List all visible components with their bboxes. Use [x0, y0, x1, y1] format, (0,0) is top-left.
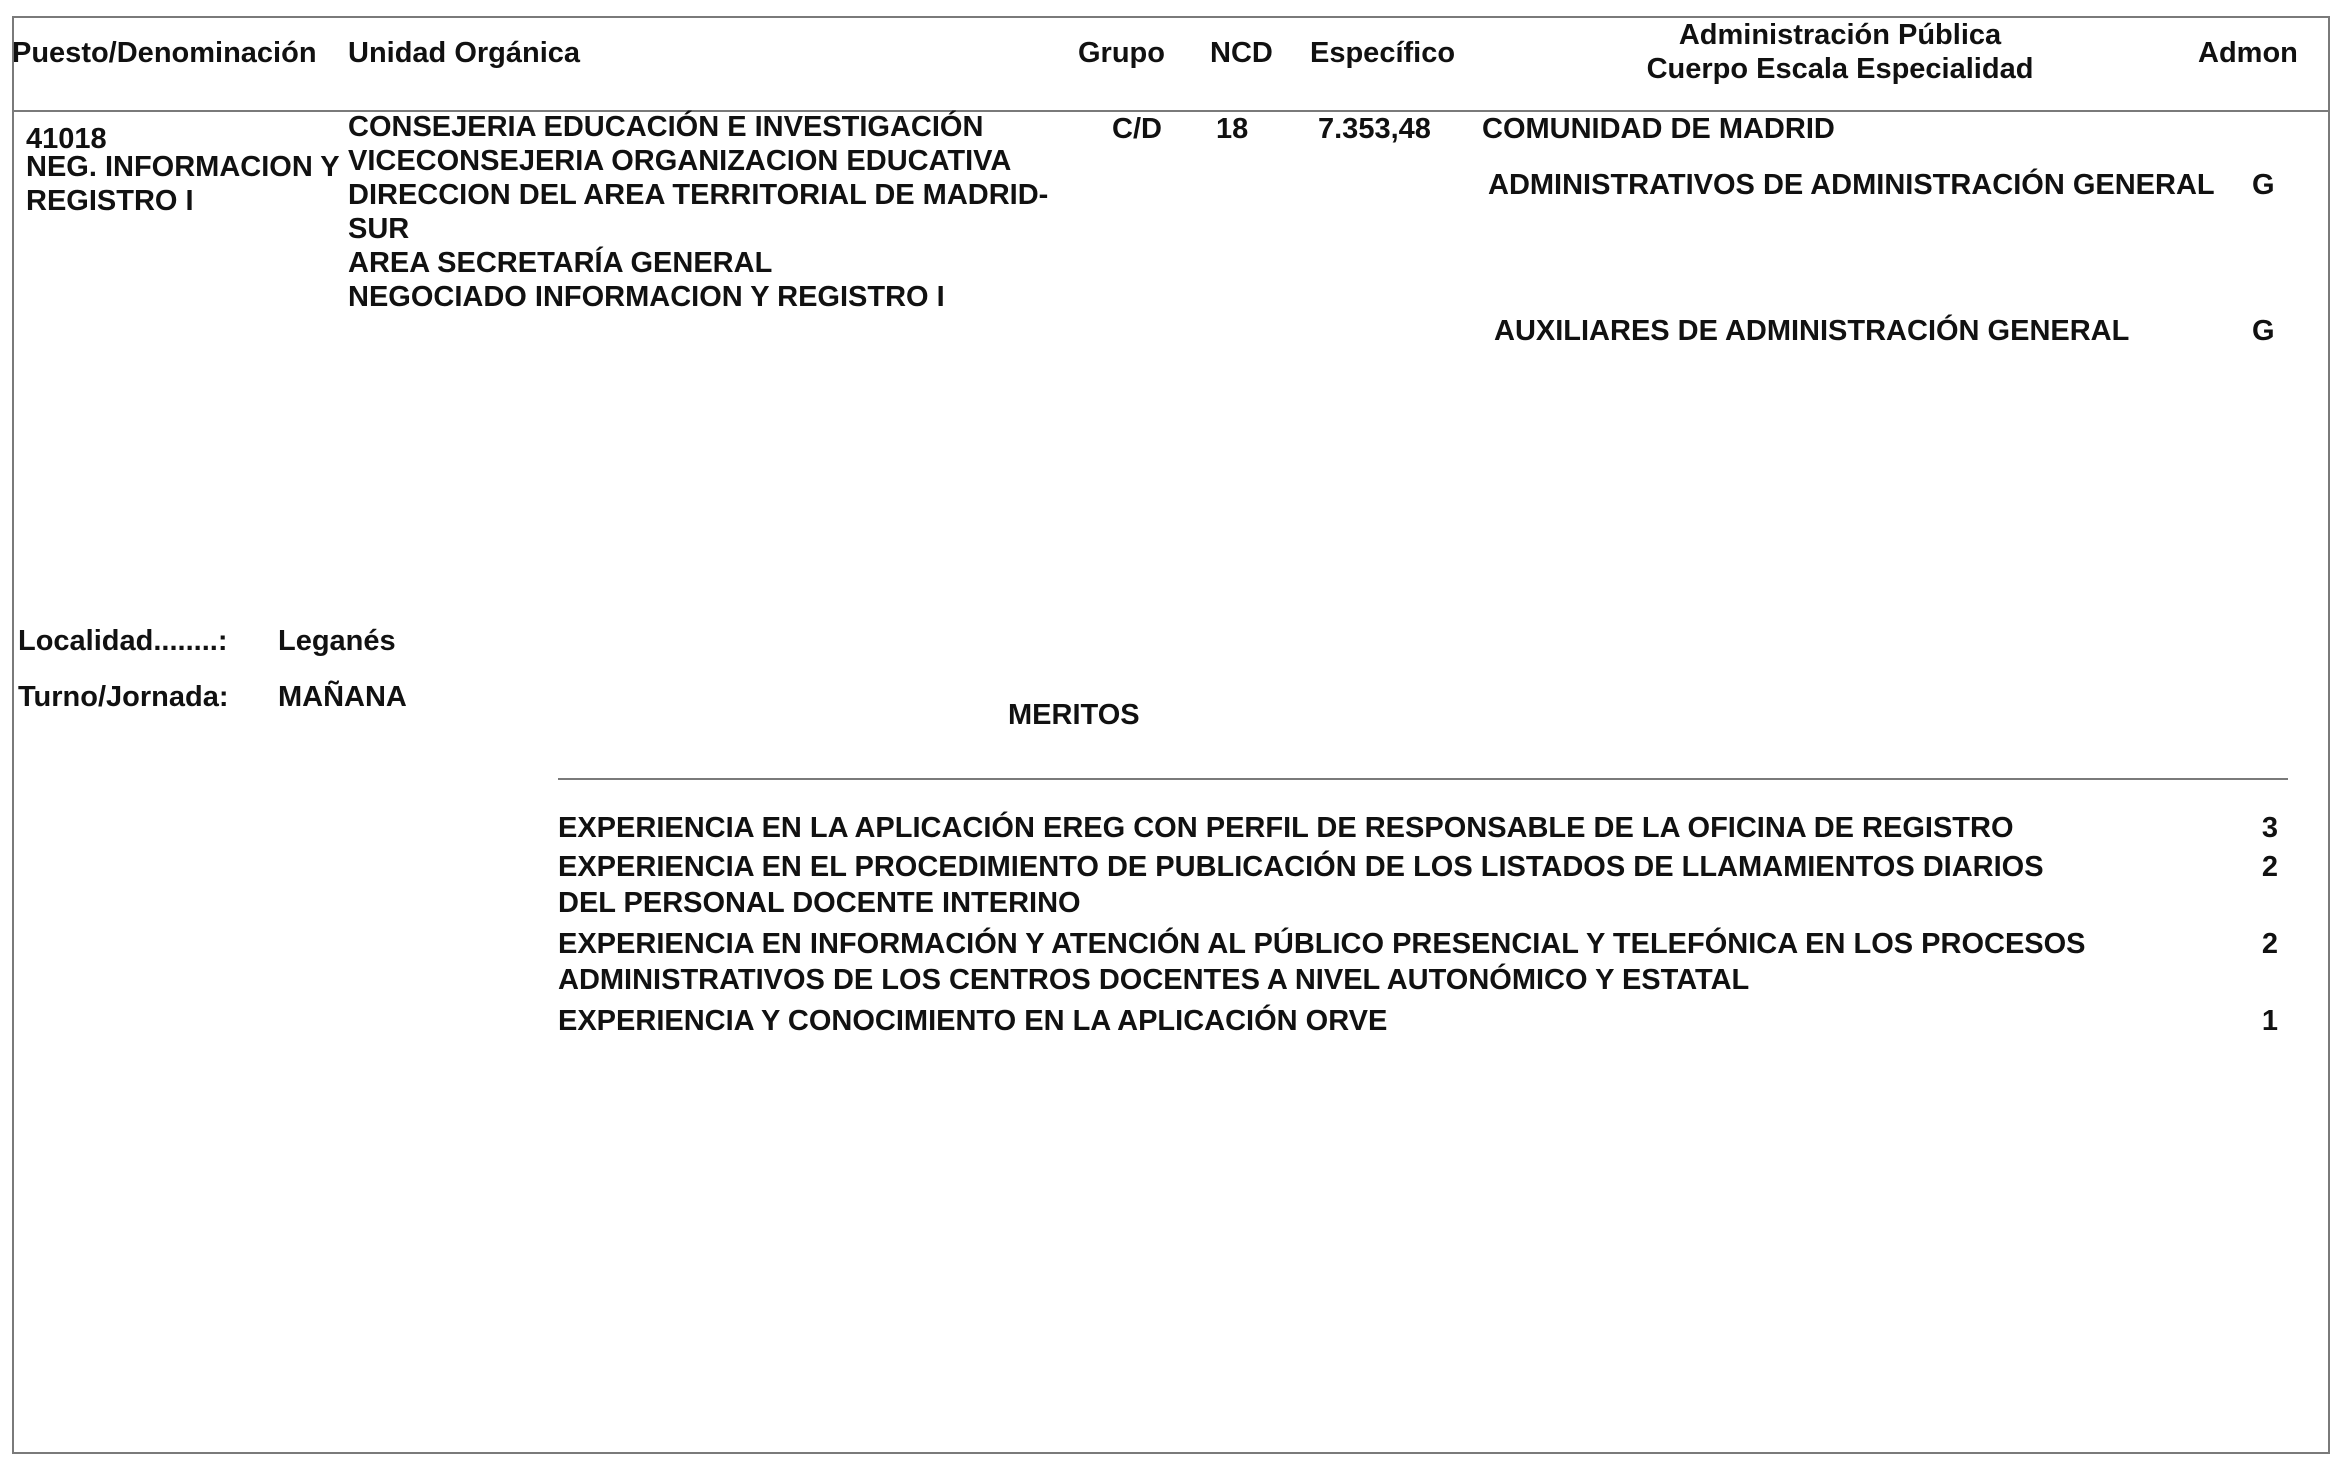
merit-points: 2: [2261, 928, 2278, 960]
post-code: 41018: [26, 123, 107, 155]
turno-value: MAÑANA: [278, 681, 407, 713]
unit-line: CONSEJERIA EDUCACIÓN E INVESTIGACIÓN: [348, 111, 984, 143]
cuerpo-name: AUXILIARES DE ADMINISTRACIÓN GENERAL: [1494, 315, 2130, 347]
post-ncd: 18: [1216, 113, 1249, 145]
merit-points: 3: [2261, 812, 2278, 844]
cuerpo-name: ADMINISTRATIVOS DE ADMINISTRACIÓN GENERAL: [1488, 169, 2215, 201]
merit-item: [558, 810, 2278, 848]
post-name-line: NEG. INFORMACION Y: [26, 151, 340, 183]
unit-line: SUR: [348, 213, 410, 245]
header-admon: Admon: [2198, 37, 2298, 69]
unit-line: NEGOCIADO INFORMACION Y REGISTRO I: [348, 281, 945, 313]
post-especifico: 7.353,48: [1318, 113, 1431, 145]
merit-item: [558, 849, 2278, 925]
merit-points: 1: [2261, 1005, 2278, 1037]
header-puesto: Puesto/Denominación: [12, 37, 317, 69]
unit-line: AREA SECRETARÍA GENERAL: [348, 247, 773, 279]
merit-text-line: EXPERIENCIA EN INFORMACIÓN Y ATENCIÓN AL PÚBLICO PRESENCIAL Y TELEFÓNICA EN LOS PROCESOS: [558, 928, 2086, 960]
merit-points: 2: [2261, 851, 2278, 883]
cuerpo-admon: G: [2252, 169, 2275, 201]
merit-item: [558, 1003, 2278, 1041]
header-admin-publica: Administración Pública: [1678, 19, 2002, 51]
header-cuerpo-escala: Cuerpo Escala Especialidad: [1646, 53, 2034, 85]
cuerpo-admon: G: [2252, 315, 2275, 347]
header-grupo: Grupo: [1078, 37, 1165, 69]
localidad-label: Localidad........:: [18, 625, 228, 657]
merit-text-line: ADMINISTRATIVOS DE LOS CENTROS DOCENTES A NIVEL AUTONÓMICO Y ESTATAL: [558, 964, 1750, 996]
header-unidad: Unidad Orgánica: [348, 37, 581, 69]
merit-text-line: EXPERIENCIA EN LA APLICACIÓN EREG CON PERFIL DE RESPONSABLE DE LA OFICINA DE REGISTRO: [558, 812, 2014, 844]
post-grupo: C/D: [1112, 113, 1162, 145]
turno-label: Turno/Jornada:: [18, 681, 229, 713]
merit-item: [558, 926, 2278, 1002]
header-especifico: Específico: [1310, 37, 1456, 69]
localidad-value: Leganés: [278, 625, 396, 657]
meritos-divider: [558, 778, 2288, 780]
merit-text-line: EXPERIENCIA EN EL PROCEDIMIENTO DE PUBLICACIÓN DE LOS LISTADOS DE LLAMAMIENTOS DIARIOS: [558, 851, 2044, 883]
post-unit: [348, 110, 1048, 314]
post-name: [26, 150, 340, 218]
meritos-title: MERITOS: [1008, 699, 1140, 731]
post-administracion: COMUNIDAD DE MADRID: [1482, 113, 1835, 145]
merit-text-line: DEL PERSONAL DOCENTE INTERINO: [558, 887, 1081, 919]
unit-line: DIRECCION DEL AREA TERRITORIAL DE MADRID-: [348, 179, 1049, 211]
merit-text-line: EXPERIENCIA Y CONOCIMIENTO EN LA APLICACIÓN ORVE: [558, 1005, 1388, 1037]
unit-line: VICECONSEJERIA ORGANIZACION EDUCATIVA: [348, 145, 1012, 177]
header-ncd: NCD: [1210, 37, 1273, 69]
post-name-line: REGISTRO I: [26, 185, 194, 217]
